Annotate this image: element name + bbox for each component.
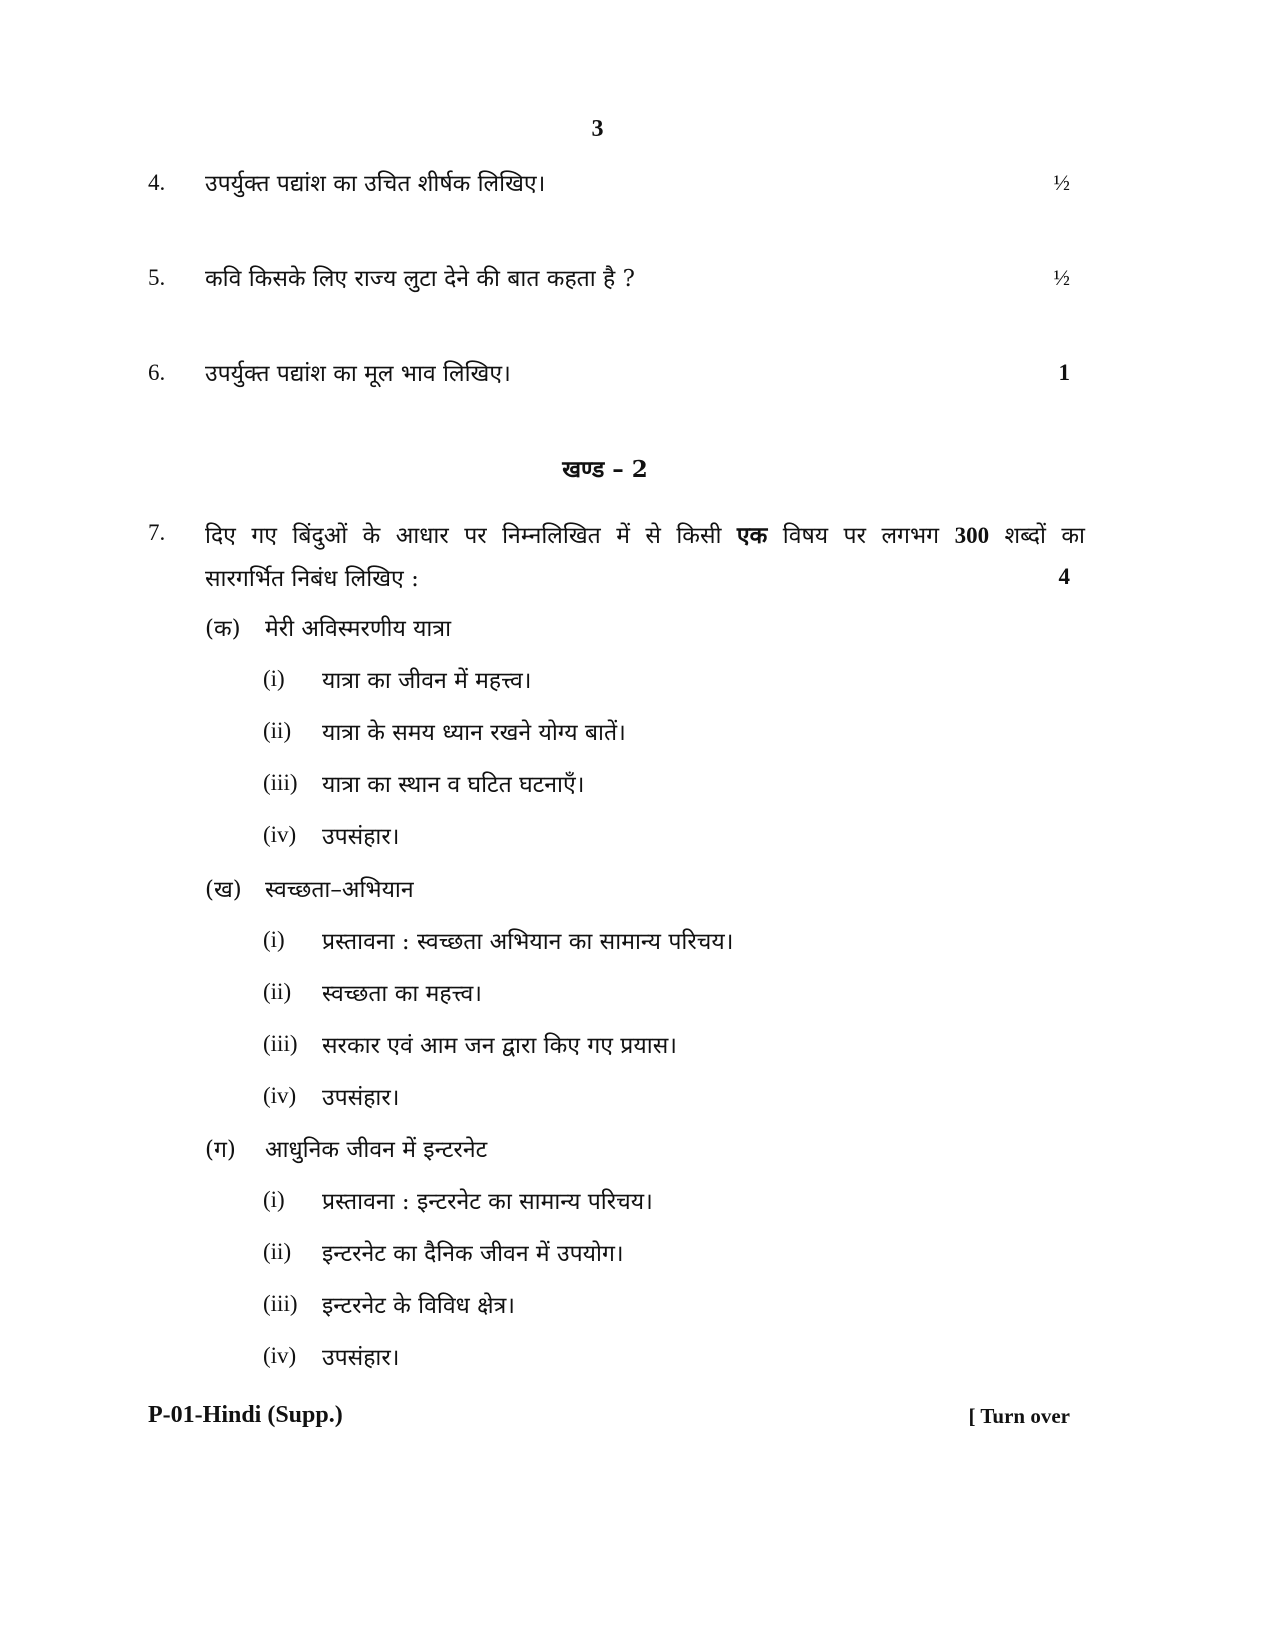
topic-title: आधुनिक जीवन में इन्टरनेट	[265, 1137, 488, 1163]
question-marks: ½	[1053, 170, 1070, 195]
q7-text-part: शब्दों का	[1004, 523, 1086, 549]
topic-title: स्वच्छता–अभियान	[265, 877, 414, 903]
point-label: (i)	[263, 1187, 285, 1212]
paper-code: P-01-Hindi (Supp.)	[148, 1402, 343, 1428]
turn-over-note: [ Turn over	[968, 1404, 1070, 1428]
topic-label: (ख)	[205, 877, 242, 903]
point-label: (iii)	[263, 1031, 298, 1056]
point-text: यात्रा का स्थान व घटित घटनाएँ।	[322, 772, 585, 798]
point-text: उपसंहार।	[322, 824, 400, 850]
question-number: 7.	[148, 520, 166, 545]
point-label: (i)	[263, 666, 285, 691]
point-text: यात्रा के समय ध्यान रखने योग्य बातें।	[322, 720, 626, 746]
point-text: इन्टरनेट का दैनिक जीवन में उपयोग।	[322, 1241, 624, 1267]
q7-word-count: 300	[954, 523, 990, 548]
point-text: प्रस्तावना : स्वच्छता अभियान का सामान्य परिचय।	[322, 929, 734, 955]
point-text: यात्रा का जीवन में महत्त्व।	[322, 668, 532, 694]
topic-label: (क)	[205, 616, 241, 642]
question-marks: ½	[1053, 265, 1070, 290]
point-text: सरकार एवं आम जन द्वारा किए गए प्रयास।	[322, 1033, 677, 1059]
question-text: उपर्युक्त पद्यांश का मूल भाव लिखिए।	[205, 361, 511, 387]
q7-text-part: विषय पर लगभग	[782, 523, 940, 549]
point-label: (iii)	[263, 770, 298, 795]
point-label: (ii)	[263, 1239, 292, 1264]
topic-title: मेरी अविस्मरणीय यात्रा	[265, 616, 452, 642]
question-7-line-1	[205, 518, 1085, 550]
point-label: (ii)	[263, 979, 292, 1004]
q7-text-part: दिए गए बिंदुओं के आधार पर निम्नलिखित में से किसी	[205, 523, 722, 549]
point-label: (iv)	[263, 822, 297, 847]
question-marks: 4	[1058, 564, 1070, 589]
point-text: प्रस्तावना : इन्टरनेट का सामान्य परिचय।	[322, 1189, 653, 1215]
page-number: 3	[591, 116, 604, 142]
point-text: उपसंहार।	[322, 1085, 400, 1111]
question-text: उपर्युक्त पद्यांश का उचित शीर्षक लिखिए।	[205, 171, 546, 197]
question-marks: 1	[1058, 360, 1070, 385]
question-7-line-2: सारगर्भित निबंध लिखिए :	[205, 566, 419, 592]
point-label: (iv)	[263, 1083, 297, 1108]
point-text: स्वच्छता का महत्त्व।	[322, 981, 482, 1007]
point-label: (iv)	[263, 1343, 297, 1368]
question-text: कवि किसके लिए राज्य लुटा देने की बात कहता है ?	[205, 266, 635, 292]
point-text: उपसंहार।	[322, 1345, 400, 1371]
point-text: इन्टरनेट के विविध क्षेत्र।	[322, 1293, 516, 1319]
question-number: 4.	[148, 170, 166, 195]
question-number: 5.	[148, 265, 166, 290]
section-title: खण्ड – 2	[562, 456, 648, 483]
point-label: (ii)	[263, 718, 292, 743]
point-label: (iii)	[263, 1291, 298, 1316]
topic-label: (ग)	[205, 1137, 236, 1163]
q7-emphasis: एक	[736, 522, 768, 549]
question-number: 6.	[148, 360, 166, 385]
point-label: (i)	[263, 927, 285, 952]
